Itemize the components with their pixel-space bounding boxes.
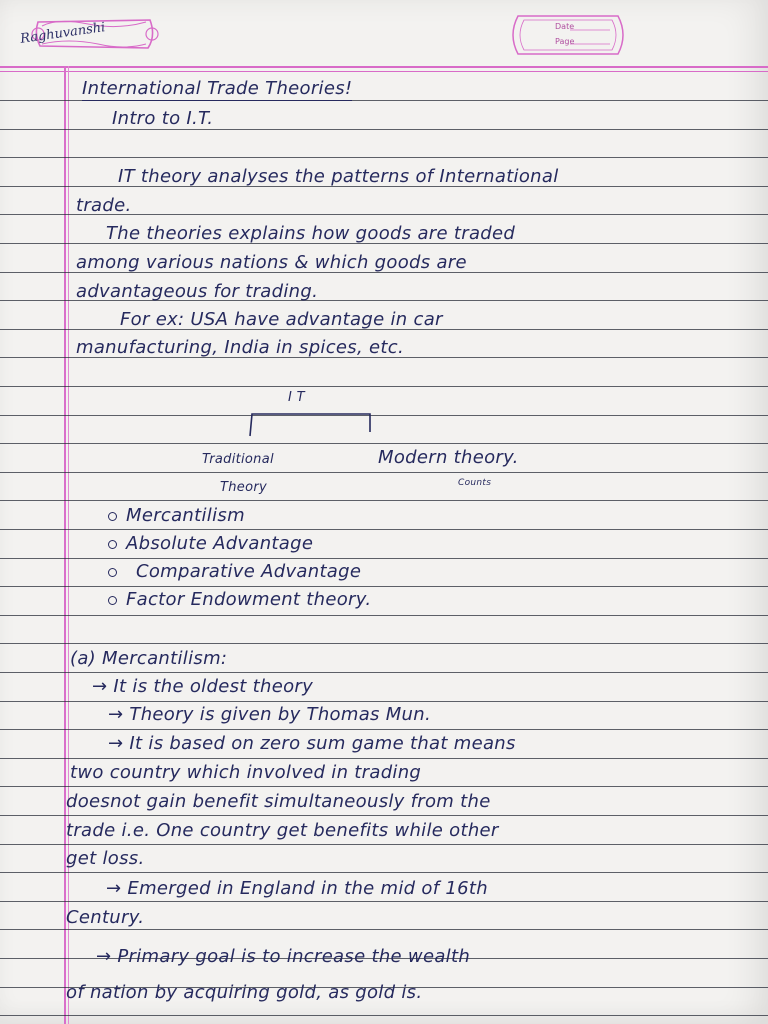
ruled-line	[0, 872, 768, 873]
ruled-line	[0, 1015, 768, 1016]
ruled-line	[0, 500, 768, 501]
ruled-line	[0, 701, 768, 702]
ruled-line	[0, 815, 768, 816]
diagram-bracket	[248, 410, 373, 438]
note-line: → It is the oldest theory	[92, 676, 314, 697]
diagram-left-label: Traditional	[202, 452, 274, 467]
diagram-note: Counts	[458, 478, 492, 488]
theory-item: Factor Endowment theory.	[126, 589, 372, 610]
ruled-line	[0, 643, 768, 644]
note-line: → It is based on zero sum game that means	[108, 733, 516, 754]
date-label: Date	[555, 22, 575, 31]
note-line: → Primary goal is to increase the wealth	[96, 946, 471, 967]
ruled-line	[0, 729, 768, 730]
date-page-box	[504, 12, 632, 58]
ruled-line	[0, 929, 768, 930]
ruled-line	[0, 615, 768, 616]
ruled-line	[0, 786, 768, 787]
paragraph-line: IT theory analyses the patterns of International	[118, 166, 559, 187]
ruled-line	[0, 443, 768, 444]
ruled-line	[0, 586, 768, 587]
theory-item: Comparative Advantage	[136, 561, 362, 582]
page-title: International Trade Theories!	[82, 78, 353, 99]
top-margin-line	[0, 66, 768, 68]
ruled-line	[0, 758, 768, 759]
bullet-icon	[108, 568, 117, 577]
theory-item: Mercantilism	[126, 505, 245, 526]
left-margin-line-2	[68, 66, 69, 1024]
intro-heading: Intro to I.T.	[112, 108, 214, 129]
note-line: Century.	[66, 907, 145, 928]
note-line: doesnot gain benefit simultaneously from the	[66, 791, 491, 812]
bullet-icon	[108, 512, 117, 521]
paragraph-line: The theories explains how goods are traded	[106, 223, 516, 244]
bullet-icon	[108, 540, 117, 549]
bullet-icon	[108, 596, 117, 605]
left-margin-line	[64, 66, 66, 1024]
ruled-line	[0, 901, 768, 902]
paragraph-line: For ex: USA have advantage in car	[120, 309, 443, 330]
note-line: get loss.	[66, 848, 145, 869]
note-line: → Emerged in England in the mid of 16th	[106, 878, 488, 899]
ruled-line	[0, 157, 768, 158]
owner-signature: Raghuvanshi	[19, 20, 107, 47]
ruled-line	[0, 672, 768, 673]
diagram-left-label-2: Theory	[220, 480, 267, 495]
note-line: of nation by acquiring gold, as gold is.	[66, 982, 423, 1003]
page-label: Page	[555, 37, 575, 46]
ruled-line	[0, 129, 768, 130]
section-heading: (a) Mercantilism:	[70, 648, 228, 669]
diagram-right-label: Modern theory.	[378, 447, 519, 468]
ruled-line	[0, 472, 768, 473]
note-line: two country which involved in trading	[70, 762, 422, 783]
ruled-line	[0, 844, 768, 845]
theory-item: Absolute Advantage	[126, 533, 314, 554]
ruled-line	[0, 558, 768, 559]
paragraph-line: advantageous for trading.	[76, 281, 319, 302]
ruled-line	[0, 415, 768, 416]
note-line: → Theory is given by Thomas Mun.	[108, 704, 431, 725]
paragraph-line: manufacturing, India in spices, etc.	[76, 337, 404, 358]
note-line: trade i.e. One country get benefits while other	[66, 820, 499, 841]
paragraph-line: among various nations & which goods are	[76, 252, 467, 273]
top-margin-line-2	[0, 71, 768, 72]
paragraph-line: trade.	[76, 195, 132, 216]
ruled-line	[0, 386, 768, 387]
diagram-root-label: I T	[288, 390, 305, 405]
ruled-line	[0, 529, 768, 530]
